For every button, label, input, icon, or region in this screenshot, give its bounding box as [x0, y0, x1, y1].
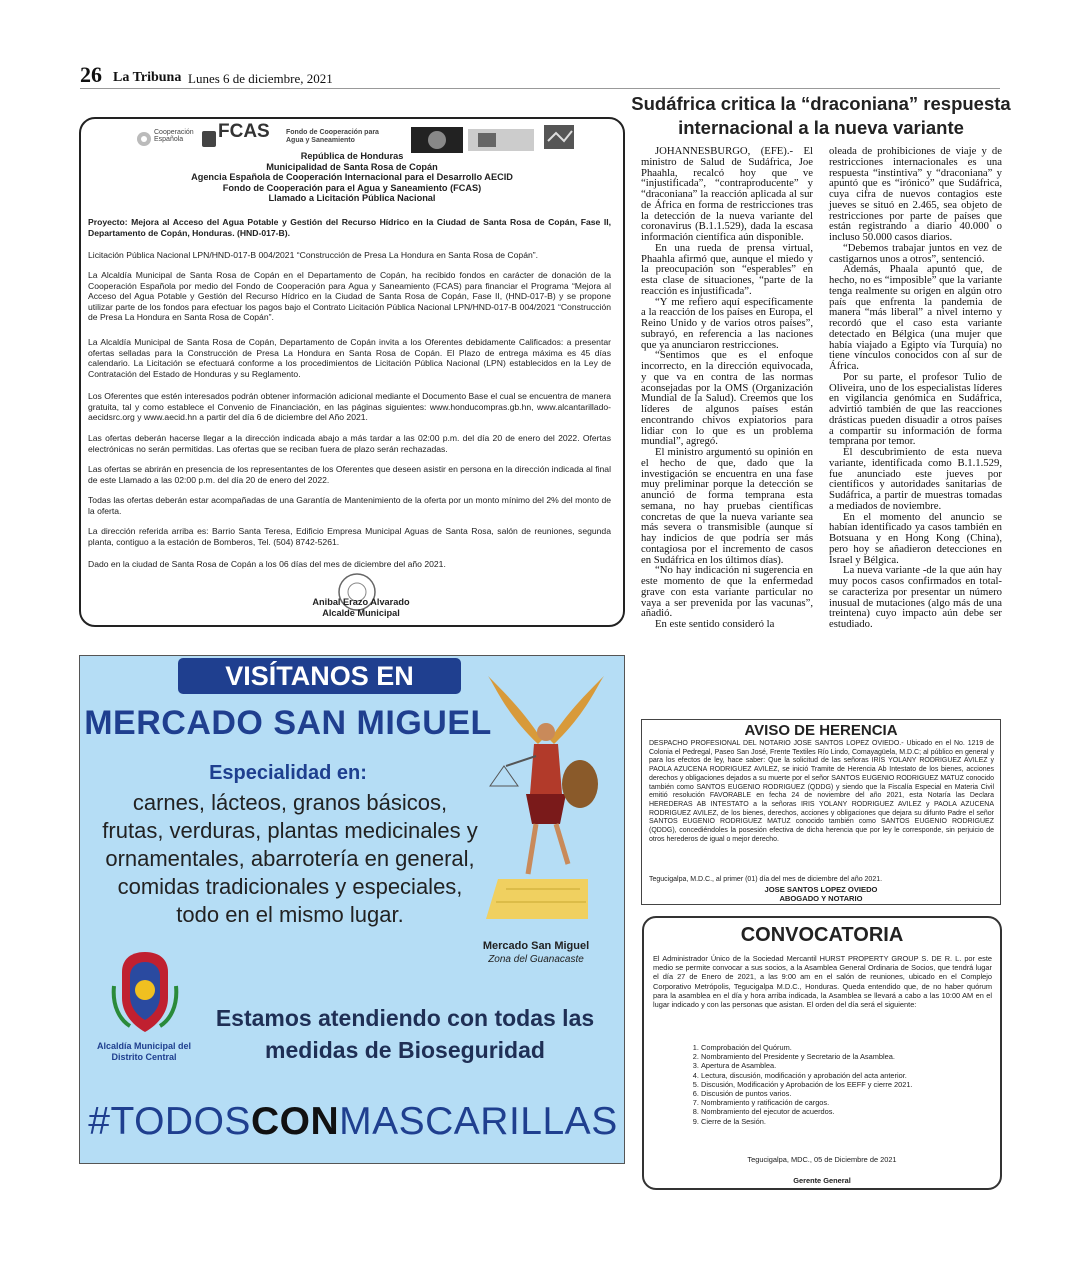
ad-place: MERCADO SAN MIGUEL [84, 704, 492, 742]
mercado-advertisement [79, 655, 625, 1164]
convocatoria-date: Tegucigalpa, MDC., 05 de Diciembre de 2021 [747, 1155, 897, 1164]
ad-especialidad: Especialidad en: [209, 762, 367, 784]
aviso-title: AVISO DE HERENCIA [744, 722, 898, 739]
convocatoria-signer: Gerente General [793, 1176, 851, 1185]
agenda-item: 6. Discusión de puntos varios. [701, 1089, 913, 1098]
signature-name: Anibal Erazo Alvarado [312, 597, 410, 607]
page-number: 26 [80, 62, 102, 87]
aviso-signer-title: ABOGADO Y NOTARIO [779, 894, 863, 903]
agenda-item: 8. Nombramiento del ejecutor de acuerdos. [701, 1107, 913, 1116]
hashtag-part: #TODOS [88, 1100, 251, 1143]
alcaldia-label: Alcaldía Municipal del Distrito Central [96, 1041, 192, 1062]
header-rule [80, 88, 1000, 89]
convocatoria-notice [642, 916, 1002, 1190]
bioseguridad-message: Estamos atendiendo con todas las medidas de Bioseguridad [215, 1005, 595, 1063]
heading-line: Llamado a Licitación Pública Nacional [268, 193, 436, 204]
hashtag [80, 1100, 625, 1144]
heading-line: Fondo de Cooperación para el Agua y Saneamiento (FCAS) [222, 182, 482, 193]
licitacion-paragraph: La dirección referida arriba es: Barrio Santa Teresa, Edificio Empresa Municipal Aguas de Santa Rosa, salón de reuniones, segunda planta, contiguo a la estación de Bomberos, Tel. (504) 8742-5261. [88, 526, 611, 547]
article-paragraph: JOHANNESBURGO, (EFE).- El ministro de Salud de Sudáfrica, Joe Phaahla, recalcó hoy que ve “injustificada”, “contraproducente” y “draconiana” la reacción aplicada al sur de África en forma de restricciones tras la detección de la nueva variante del coronavirus (B.1.1.529), dada la escasa información científica aún disponible. [641, 145, 813, 243]
article-column-left [641, 146, 813, 630]
licitacion-paragraph: La Alcaldía Municipal de Santa Rosa de Copán en el Departamento de Copán, ha recibido fondos en carácter de donación de la Cooperación Española por medio del Fondo de Cooperación para Agua y Saneamiento (FCAS) para financiar el Programa “Mejora al Acceso del Agua Potable y Gestión del Recurso Hídrico en la Ciudad de Santa Rosa de Copán, Fase II, (HND-017-B) y se propone utilizar parte de los fondos para efectuar los pagos bajo el Contrato Licitación Pública Nacional LPN/HND-017-B 004/2021 “Construcción de Presa La Hondura en Santa Rosa de Copán”. [88, 270, 611, 323]
ad-body-text: carnes, lácteos, granos básicos, frutas, verduras, plantas medicinales y ornamentales, abarrotería en general, comidas tradicionales y especiales, todo en el mismo lugar. [102, 790, 478, 927]
hashtag-part: CON [250, 1100, 340, 1143]
article-headline: Sudáfrica critica la “draconiana” respuesta internacional a la nueva variante [631, 93, 1011, 138]
fcas-logo-subtext: Fondo de Cooperación para Agua y Saneamiento [286, 129, 379, 144]
licitacion-paragraph: Dado en la ciudad de Santa Rosa de Copán a los 06 días del mes de diciembre del año 2021. [88, 559, 446, 569]
saint-michael-statue-icon [476, 674, 611, 932]
aviso-signer: JOSE SANTOS LOPEZ OVIEDO [764, 885, 878, 894]
licitacion-headings [91, 151, 613, 204]
convocatoria-body: El Administrador Único de la Sociedad Mercantil HURST PROPERTY GROUP S. DE R. L. por este medio se permite convocar a sus socios, a la Asamblea General Ordinaria de Socios, que tendrá lugar el día 27 de Enero de 2021, a las 9:00 am en el salón de reuniones, ubicado en el Complejo Corporativo Metrópolis, Tegucigalpa M.D.C., Honduras. Queda entendido que, de no haber quórum para la asamblea en el día y hora arriba indicada, la Asamblea se llevará a cabo a las 10:00 AM en el lugar indicado y con las personas que asistan. El orden del día será el siguiente: [653, 954, 992, 1010]
article-paragraph: En el momento del anuncio se habían identificado ya casos también en Botsuana y en Hong Kong (China), pero hoy se añadieron detecciones en Israel y Bélgica. [829, 510, 1002, 566]
agenda-item: 5. Discusión, Modificación y Aprobación de los EEFF y cierre 2021. [701, 1080, 913, 1089]
licitacion-paragraph: Los Oferentes que estén interesados podrán obtener información adicional mediante el Documento Base el cual se encuentra de manera gratuita, tal y como establece el Convenio de Financiación, en las páginas siguientes: www.honducompras.gb.hn, www.alcantarillado-aecidsrc.org y www.aecid.hn a partir del día 6 de diciembre del Año 2021. [88, 391, 611, 423]
heading-line: Agencia Española de Cooperación Internacional para el Desarrollo AECID [191, 172, 513, 183]
issue-date: Lunes 6 de diciembre, 2021 [188, 71, 333, 86]
fcas-logo-text: FCAS [218, 121, 270, 142]
article-paragraph: “Debemos trabajar juntos en vez de castigarnos unos a otros”, sentenció. [829, 241, 1002, 265]
article-paragraph: En este sentido consideró la [655, 618, 775, 630]
convocatoria-title: CONVOCATORIA [740, 924, 904, 946]
signature-title: Alcalde Municipal [322, 608, 400, 618]
licitacion-project: Proyecto: Mejora al Acceso del Agua Potable y Gestión del Recurso Hídrico en la Ciudad de Santa Rosa de Copán, Fase II, Departamento de Copán, Honduras. (HND-017-B). [88, 217, 611, 238]
article-paragraph: La nueva variante -de la que aún hay muy pocos casos confirmados en total- se caracteriza por presentar un número inusual de mutaciones (algo más de una treintena) cuyo impacto aún debe ser estudiado. [829, 564, 1002, 630]
heading-line: República de Honduras [300, 151, 404, 161]
article-paragraph: Por su parte, el profesor Tulio de Oliveira, uno de los especialistas líderes en vigilancia genómica en Sudáfrica, advirtió también de que las reacciones drásticas pueden disuadir a otros países a compartir su información de forma temprana por temor. [829, 370, 1002, 448]
licitacion-paragraph: Las ofertas deberán hacerse llegar a la dirección indicada abajo a más tardar a las 02:00 p.m. del día 20 de enero del 2022. Ofertas electrónicas no serán permitidas. Las ofertas que se reciban fuera de plazo serán rechazadas. [88, 433, 611, 454]
article-paragraph: “Sentimos que es el enfoque incorrecto, en la dirección equivocada, y que va en contra de las normas aconsejadas por la OMS (Organización Mundial de la Salud). Creemos que los líderes de algunos países están encontrando chivos expiatorios para lidiar con lo que es un problema mundial”, agregó. [641, 349, 813, 448]
newspaper-name: La Tribuna [113, 70, 182, 85]
article-paragraph: Además, Phaala apuntó que, de hecho, no es “imposible” que la variante tenga realmente su origen en algún otro país que enfrenta la pandemia de manera “más liberal” a nivel interno y recordó que el caso esta variante detectado en Bélgica (una mujer que había viajado a Egipto vía Turquía) no tiene vínculos conocidos con al sur de África. [829, 263, 1003, 372]
agenda-item: 1. Comprobación del Quórum. [701, 1043, 913, 1052]
agenda-item: 4. Lectura, discusión, modificación y aprobación del acta anterior. [701, 1071, 913, 1080]
aecid-logo-text: Cooperación Española [154, 129, 194, 143]
agenda-list [691, 1043, 913, 1126]
licitacion-paragraph: Licitación Pública Nacional LPN/HND-017-B 004/2021 “Construcción de Presa La Hondura en Santa Rosa de Copán”. [88, 250, 538, 260]
licitacion-paragraph: Todas las ofertas deberán estar acompañadas de una Garantía de Mantenimiento de la oferta por un monto mínimo del 2% del monto de la oferta. [88, 495, 611, 516]
licitacion-paragraph: La Alcaldía Municipal de Santa Rosa de Copán, Departamento de Copán invita a los Oferentes debidamente Calificados: a presentar ofertas selladas para la Construcción de Presa La Hondura en Santa Rosa de Copán. El Plazo de entrega máxima es 45 días calendario. La Licitación se efectuará conforme a los procedimientos de Licitación Pública Nacional (LPN) establecidos en la Ley de Contratación del Estado de Honduras y su Reglamento. [88, 337, 611, 379]
alcaldia-coat-of-arms-icon [110, 946, 180, 1038]
heading-line: Municipalidad de Santa Rosa de Copán [266, 161, 438, 172]
hashtag-part: MASCARILLAS [339, 1100, 618, 1143]
aviso-place-date: Tegucigalpa, M.D.C., al primer (01) día del mes de diciembre del año 2021. [649, 876, 883, 883]
article-paragraph: El ministro argumentó su opinión en el hecho de que, dado que la investigación se encuentra en una fase muy preliminar porque la detección se anunció de forma temprana esta semana, no hay pruebas científicas concretas de que la nueva variante sea más severa o transmisible (aunque sí hay indicios de que podría ser más contagiosa por el incremento de casos en Sudáfrica en los últimos días). [641, 446, 813, 566]
article-paragraph: oleada de prohibiciones de viaje y de restricciones internacionales es una respuesta “instintiva” y “draconiana” y apuntó que es “irónico” que Sudáfrica, cuya cifra de nuevos contagios este jueves se situó en 2.465, sea objeto de restricciones por parte de países que están registrando a diario 40.000 o incluso 50.000 casos diarios. [829, 145, 1002, 243]
article-paragraph: En una rueda de prensa virtual, Phaahla afirmó que, aunque el miedo y la preocupación son “esperables” en esta clase de situaciones, “parte de la reacción es injustificada”. [641, 241, 813, 297]
ad-banner: VISÍTANOS EN [178, 658, 461, 694]
aviso-herencia [641, 719, 1001, 905]
statue-caption: Mercado San Miguel [482, 940, 590, 952]
agenda-item: 9. Cierre de la Sesión. [701, 1117, 913, 1126]
statue-subcaption: Zona del Guanacaste [488, 954, 584, 965]
article-paragraph: El descubrimiento de esta nueva variante, identificada como B.1.1.529, fue anunciado este jueves por científicos y autoridades sanitarias de Sudáfrica, a partir de muestras tomadas a mediados de noviembre. [829, 446, 1002, 512]
article-paragraph: “Y me refiero aquí específicamente a la reacción de los países en Europa, el Reino Unido y de varios otros países”, subrayó, en referencia a las naciones que ya anunciaron restricciones. [641, 295, 813, 351]
agenda-item: 3. Apertura de Asamblea. [701, 1061, 913, 1070]
article-paragraph: “No hay indicación ni sugerencia en este momento de que la enfermedad grave con esta variante particular no vaya a ser prevenida por las vacunas”, añadió. [641, 564, 813, 620]
agenda-item: 7. Nombramiento y ratificación de cargos. [701, 1098, 913, 1107]
agenda-item: 2. Nombramiento del Presidente y Secretario de la Asamblea. [701, 1052, 913, 1061]
aviso-body: DESPACHO PROFESIONAL DEL NOTARIO JOSE SANTOS LOPEZ OVIEDO.- Ubicado en el No. 1219 de Colonia el Pedregal, Paseo San José, Frente Textiles Río Lindo, Comayagüela, M.D.C; al público en general y para los efectos de ley, hace saber: Que la solicitud de las señoras IRIS YOLANY RODRIGUEZ AVILEZ y PAOLA AZUCENA RODRIGUEZ AVILEZ, se inició Tramite de Herencia Ab Intestato de los bienes, acciones derechos y obligaciones dejados a su muerte por el señor SANTOS EUGENIO RODRIGUEZ MATUZ conocido también como SANTOS EUGENIO RODRIGUEZ (QDDG) y siendo que la Fiscalía Especial en Materia Civil emitió resolución FAVORABLE en fecha 24 de noviembre del año 2021, esta Notaría las Declara HEREDERAS AB INTESTATO a la señoras IRIS YOLANY RODRIGUEZ AVILEZ y PAOLA AZUCENA RODRIGUEZ AVILEZ, de los bienes, derechos, acciones y obligaciones que dejara su difunto Padre el señor SANTOS EUGENIO RODRIGUEZ MATUZ conocido también como SANTOS EUGENIO RODRIGUEZ (QDDG), concediéndoles la posesión efectiva de dicha herencia que por ley le corresponde, sin perjuicio de otros herederos de igual o mejor derecho. [649, 740, 994, 843]
licitacion-notice [79, 117, 625, 627]
article-column-right [829, 146, 1002, 630]
licitacion-paragraph: Las ofertas se abrirán en presencia de los representantes de los Oferentes que deseen asistir en persona en la dirección indicada al final de este Llamado a las 02:00 p.m. del día 20 de enero del 2022. [88, 464, 611, 485]
